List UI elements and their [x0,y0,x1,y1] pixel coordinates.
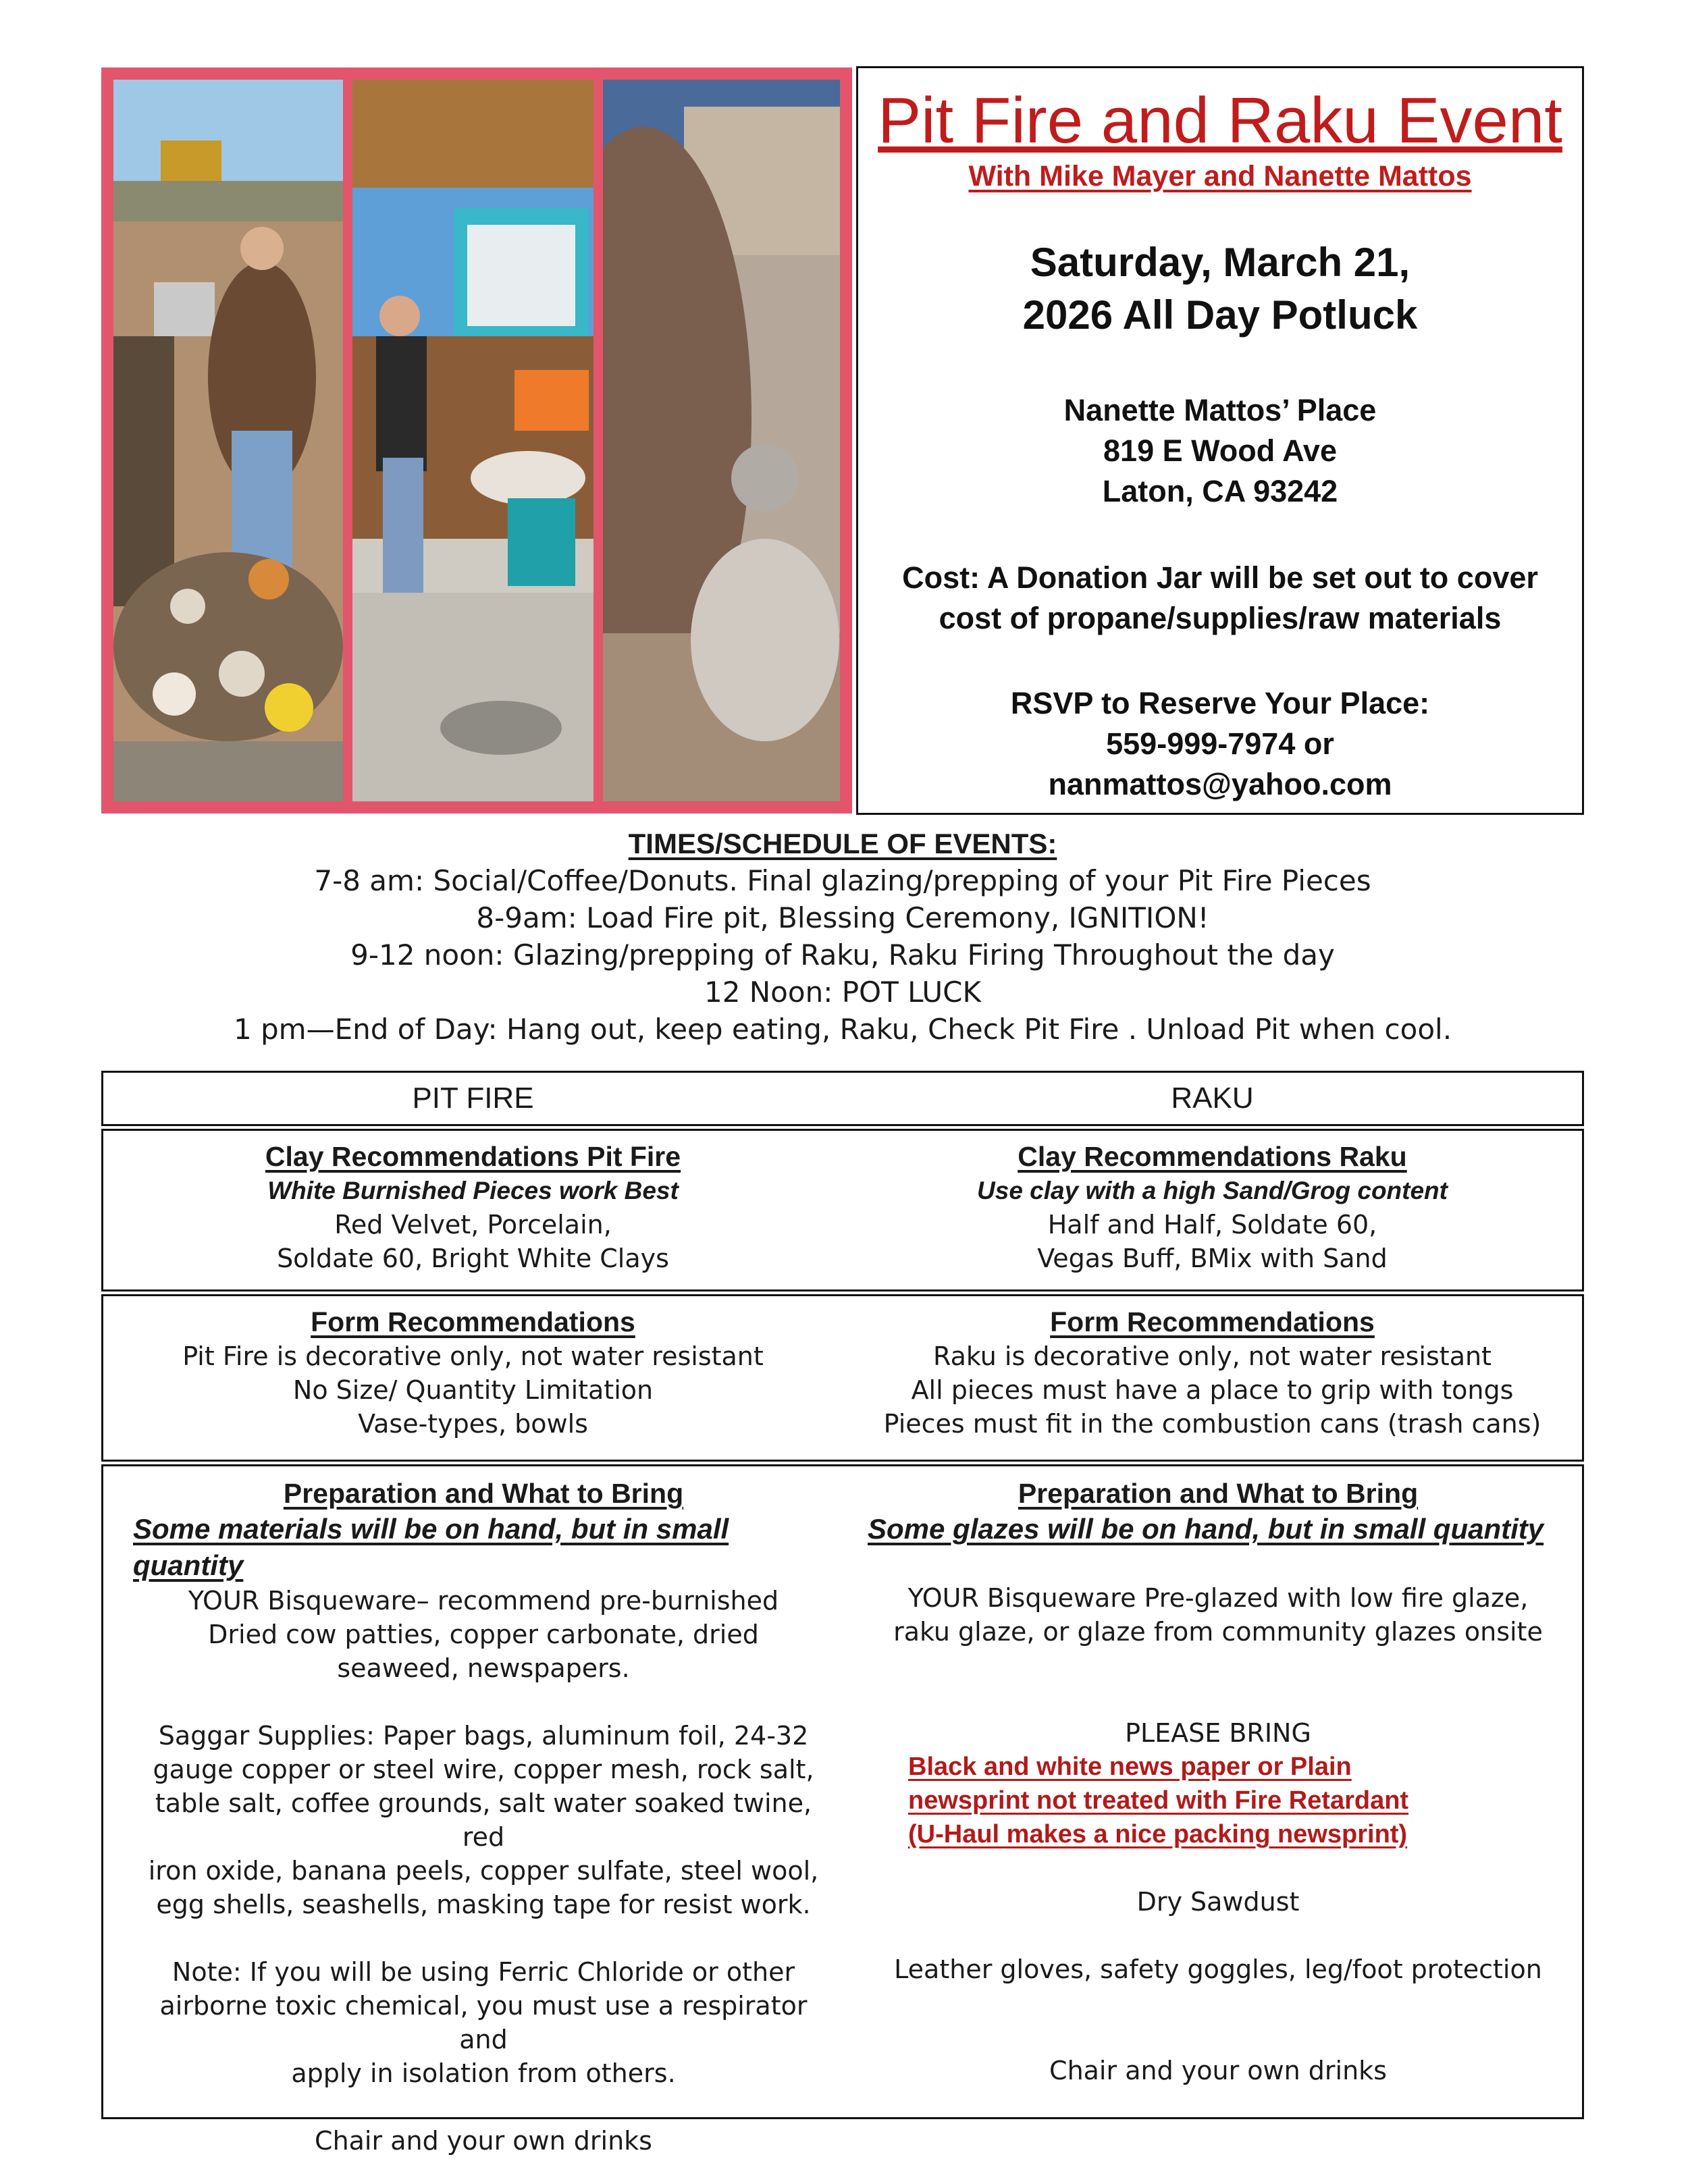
rsvp-email: nanmattos@yahoo.com [1048,766,1392,801]
saggar-supplies-line: Saggar Supplies: Paper bags, aluminum foil, 24-32 [158,1721,809,1751]
pit-fire-form-line: No Size/ Quantity Limitation [292,1375,654,1405]
table-header-row [101,1071,1584,1126]
pit-fire-prep-line: YOUR Bisqueware– recommend pre-burnished [188,1586,779,1616]
event-cost [858,558,1582,639]
pit-fire-prep-cell [103,1476,847,2156]
newsprint-notice-line: (U-Haul makes a nice packing newsprint) [908,1820,1408,1848]
event-date-line: Saturday, March 21, [1030,239,1410,285]
rsvp-info [858,683,1582,805]
pit-fire-clay-line: Soldate 60, Bright White Clays [277,1244,669,1273]
photo-collage [101,68,852,814]
raku-vessel-photo [603,80,840,801]
rsvp-phone: 559-999-7974 or [1106,726,1334,761]
raku-form-line: All pieces must have a place to grip with tongs [911,1375,1514,1405]
pit-fire-prep-emphasis: Some materials will be on hand, but in small quantity [133,1513,729,1581]
saggar-supplies-line: table salt, coffee grounds, salt water soaked twine, red [155,1788,812,1852]
schedule-title: TIMES/SCHEDULE OF EVENTS: [628,828,1057,859]
event-address [858,390,1582,512]
pit-fire-clay-emphasis: White Burnished Pieces work Best [267,1177,679,1204]
rsvp-heading: RSVP to Reserve Your Place: [1010,685,1430,720]
event-date [858,236,1582,342]
raku-clay-emphasis: Use clay with a high Sand/Grog content [977,1177,1448,1204]
pit-fire-clay-cell [103,1139,843,1289]
raku-form-line: Pieces must fit in the combustion cans (trash cans) [883,1409,1541,1439]
saggar-supplies-line: gauge copper or steel wire, copper mesh, rock salt, [153,1755,814,1784]
pit-fire-form-line: Pit Fire is decorative only, not water resistant [182,1341,764,1371]
protection-line: Leather gloves, safety goggles, leg/foot protection [894,1954,1542,1984]
please-bring-heading: PLEASE BRING [1125,1718,1311,1748]
raku-prep-title: Preparation and What to Bring [1018,1478,1419,1509]
event-title: Pit Fire and Raku Event [878,84,1562,157]
raku-form-cell [843,1304,1582,1460]
raku-prep-emphasis: Some glazes will be on hand, but in small quantity [868,1513,1544,1545]
schedule-item: 7-8 am: Social/Coffee/Donuts. Final glazing/prepping of your Pit Fire Pieces [314,864,1371,897]
safety-note-line: airborne toxic chemical, you must use a respirator and [159,1991,808,2054]
safety-note-line: apply in isolation from others. [291,2058,676,2088]
raku-clay-line: Vegas Buff, BMix with Sand [1037,1244,1388,1273]
raku-bring-line: Chair and your own drinks [1049,2056,1387,2085]
schedule-section [101,825,1584,1048]
raku-kiln-photo [352,80,594,801]
schedule-item: 9-12 noon: Glazing/prepping of Raku, Raku Firing Throughout the day [350,938,1335,971]
cost-line: cost of propane/supplies/raw materials [939,600,1502,635]
saggar-supplies-line: iron oxide, banana peels, copper sulfate, steel wool, [148,1856,819,1886]
pit-fire-prep-line: seaweed, newspapers. [337,1653,630,1683]
pit-fire-form-cell [103,1304,843,1460]
cost-line: Cost: A Donation Jar will be set out to cover [902,560,1538,595]
raku-clay-line: Half and Half, Soldate 60, [1047,1210,1377,1240]
schedule-item: 1 pm—End of Day: Hang out, keep eating, Raku, Check Pit Fire . Unload Pit when cool. [233,1013,1452,1046]
pit-fire-clay-title: Clay Recommendations Pit Fire [265,1141,681,1172]
pit-fire-clay-line: Red Velvet, Porcelain, [334,1210,612,1240]
pit-fire-prep-title: Preparation and What to Bring [283,1478,684,1509]
saggar-supplies-line: egg shells, seashells, masking tape for resist work. [156,1890,811,1919]
pit-fire-form-title: Form Recommendations [311,1306,635,1337]
schedule-item: 8-9am: Load Fire pit, Blessing Ceremony, IGNITION! [476,901,1209,934]
street-address: 819 E Wood Ave [1103,433,1337,468]
raku-column-heading: RAKU [1171,1082,1254,1115]
raku-form-title: Form Recommendations [1050,1306,1375,1337]
event-hosts: With Mike Mayer and Nanette Mattos [968,159,1472,192]
raku-prep-line: raku glaze, or glaze from community glazes onsite [893,1617,1543,1647]
raku-clay-title: Clay Recommendations Raku [1018,1141,1407,1172]
event-header-box [856,66,1584,815]
pit-fire-column-heading: PIT FIRE [412,1082,534,1115]
clay-recommendations-row [101,1129,1584,1291]
preparation-row [101,1464,1584,2156]
pit-fire-form-line: Vase-types, bowls [358,1409,588,1439]
safety-note-line: Note: If you will be using Ferric Chloride or other [172,1957,795,1987]
city-state-zip: Laton, CA 93242 [1102,473,1338,508]
form-recommendations-row [101,1294,1584,1462]
sawdust-line: Dry Sawdust [1136,1887,1300,1917]
raku-prep-line: YOUR Bisqueware Pre-glazed with low fire glaze, [907,1583,1529,1613]
pit-fire-loading-photo [113,80,343,801]
event-date-line: 2026 All Day Potluck [1022,292,1418,338]
place-name: Nanette Mattos’ Place [1063,392,1377,427]
pit-fire-bring-line: Chair and your own drinks [315,2126,652,2156]
newsprint-notice [868,1750,1568,1851]
newsprint-notice-line: newsprint not treated with Fire Retardant [908,1786,1409,1815]
pit-fire-prep-line: Dried cow patties, copper carbonate, dried [208,1620,759,1649]
raku-prep-cell [847,1476,1582,2117]
schedule-item: 12 Noon: POT LUCK [704,976,982,1009]
newsprint-notice-line: Black and white news paper or Plain [908,1753,1352,1781]
raku-clay-cell [843,1139,1582,1289]
raku-form-line: Raku is decorative only, not water resistant [933,1341,1492,1371]
